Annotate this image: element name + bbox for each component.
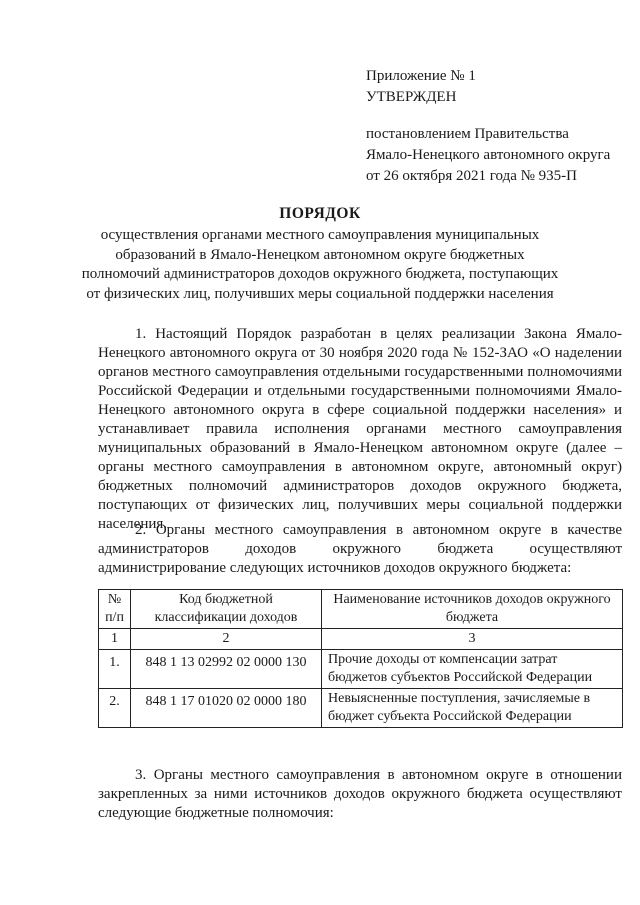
paragraph-3-block [98,766,622,823]
table-row [99,689,623,728]
column-number-2: 2 [131,629,322,650]
row-name: Прочие доходы от компенсации затрат бюджетов субъектов Российской Федерации [322,650,623,689]
table-header-row [99,590,623,629]
table-row [99,650,623,689]
decree-line-1: постановлением Правительства [366,126,569,142]
header-number: № п/п [99,590,131,629]
decree-line-2: Ямало-Ненецкого автономного округа [366,147,611,163]
row-number: 2. [99,689,131,728]
paragraph-3: 3. Органы местного самоуправления в автономном округе в отношении закрепленных за ними источников доходов окружного бюджета осуществляют следующие бюджетные полномочия: [98,767,622,821]
approved-stamp: УТВЕРЖДЕН [366,89,457,105]
document-title: ПОРЯДОК [279,205,361,222]
header-code: Код бюджетной классификации доходов [131,590,322,629]
paragraph-1-block [98,325,622,534]
row-code: 848 1 17 01020 02 0000 180 [131,689,322,728]
row-code: 848 1 13 02992 02 0000 130 [131,650,322,689]
column-number-3: 3 [322,629,623,650]
column-number-1: 1 [99,629,131,650]
paragraph-2-block [98,521,622,578]
decree-line-3: от 26 октября 2021 года № 935-П [366,168,578,184]
paragraph-2: 2. Органы местного самоуправления в автономном округе в качестве администраторов доходов окружного бюджета осуществляют администрирование следующих источников доходов окружного бюджета: [98,522,622,576]
paragraph-1: 1. Настоящий Порядок разработан в целях реализации Закона Ямало-Ненецкого автономного округа от 30 ноября 2020 года № 152-ЗАО «О наделении органов местного самоуправления отдельными государственными полномочиями Российской Федерации и отдельными государственными полномочиями Ямало-Ненецкого автономного округа в сфере социальной поддержки населения» и устанавливает правила исполнения органами местного самоуправления муниципальных образований в Ямало-Ненецком автономном округе (далее – органы местного самоуправления в автономном округе, автономный округ) бюджетных полномочий администраторов доходов окружного бюджета, поступающих от физических лиц, получивших меры социальной поддержки населения. [98,326,622,532]
table-column-numbers-row [99,629,623,650]
header-name: Наименование источников доходов окружного бюджета [322,590,623,629]
appendix-label: Приложение № 1 [366,68,476,84]
approval-block [366,66,610,187]
row-name: Невыясненные поступления, зачисляемые в бюджет субъекта Российской Федерации [322,689,623,728]
income-sources-table [98,589,623,728]
document-subtitle: осуществления органами местного самоуправления муниципальных образований в Ямало-Ненецком автономном округе бюджетных полномочий администраторов доходов окружного бюджета, поступающих от физических лиц, получивших меры социальной поддержки населения [81,227,559,302]
row-number: 1. [99,650,131,689]
